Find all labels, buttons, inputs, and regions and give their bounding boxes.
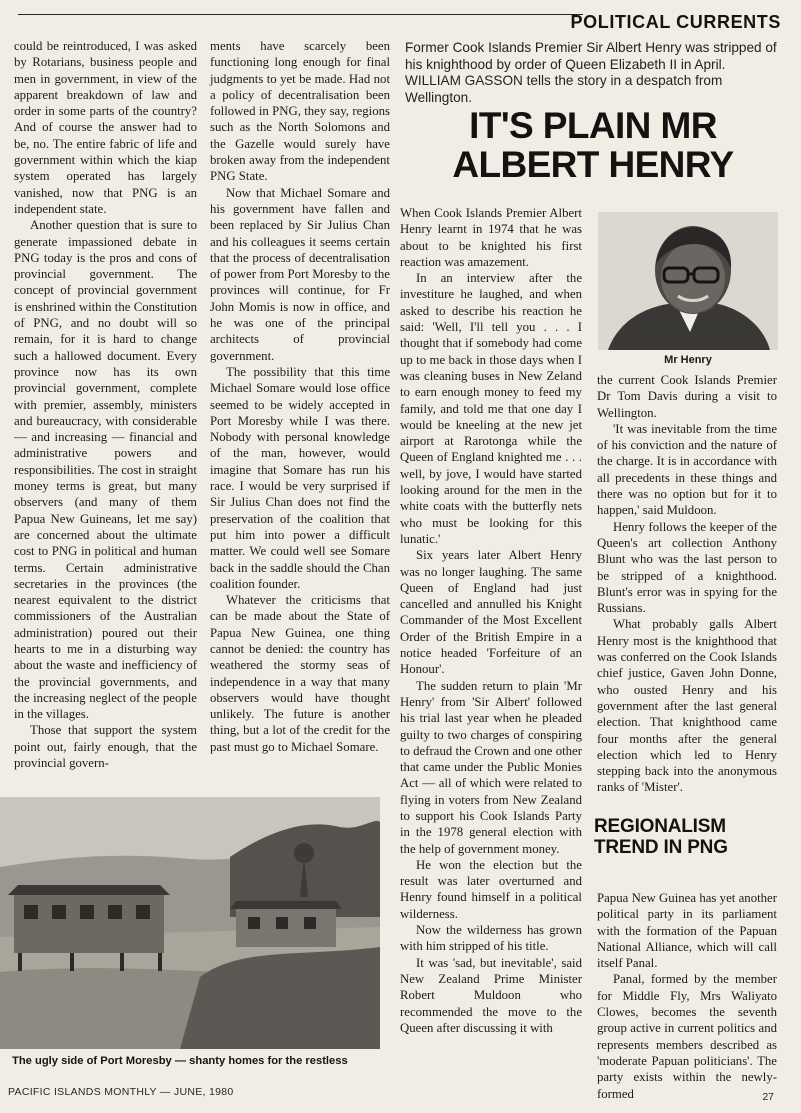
paragraph: Another question that is sure to generate impassioned debate in PNG today is the pros and cons of provincial government. The concept of provincial government is enshrined within the Constitution of PNG, and no doubt will so remain, for it is hard to change such a hallowed document. Every province now has its own provincial government, complete with premier, assembly, ministers and bureaucracy, with considerable — and increasing — financial and administrative powers and responsibilities. The cost in straight money terms is great, but many observers (and many of them Papua New Guineans, let me say) are concerned about the ultimate cost to PNG in political and human terms. Certain administrative secretaries in the provinces (the nearest equivalent to the district commissioners of the Australian administration) poured out their hearts to me in a disturbing way about the waste and inefficiency of the provincial governments, and the increasing neglect of the people in the villages. [14,218,197,722]
shanty-homes-photo [0,797,380,1049]
paragraph: the current Cook Islands Premier Dr Tom Davis during a visit to Wellington. [597,373,777,420]
paragraph: He won the election but the result was later overturned and Henry found himself in a political wilderness. [400,857,582,921]
publication-footer: PACIFIC ISLANDS MONTHLY — JUNE, 1980 [8,1086,234,1098]
photo-caption: The ugly side of Port Moresby — shanty homes for the restless [12,1055,348,1067]
paragraph: Six years later Albert Henry was no longer laughing. The same Queen of England had just cancelled and annulled his Knight Commander of the Most Excellent Order of the British Empire in a notice headed 'Forfeiture of an Honour'. [400,548,582,677]
paragraph: could be reintroduced, I was asked by Rotarians, business people and men in government, in view of the apparent breakdown of law and order in some parts of the country? And of course the answer had to be, no. The entire fabric of life and government within which the kiap system operated has largely vanished, now that PNG is an independent state. [14,39,197,216]
article-headline [404,106,782,184]
subhead-line-2: TREND IN PNG [594,837,728,858]
paragraph: The sudden return to plain 'Mr Henry' from 'Sir Albert' followed his trial last year when he pleaded guilty to two charges of conspiring to defraud the Crown and one other that came under the Public Monies Act — all of which were related to flying in voters from New Zealand to support his Cook Islands Party in the 1978 general election with the help of government money. [400,678,582,856]
article-column-2 [597,372,777,810]
paragraph: The possibility that this time Michael Somare would lose office seemed to be widely accepted in Port Moresby while I was there. Nobody with personal knowledge of the man, however, would imagine that Somare has run his race. I would be very surprised if Sir Julius Chan does not find the preservation of the coalition that put him into power a difficult matter. We could well see Somare back in the saddle should the Chan coalition founder. [210,364,390,591]
paragraph: It was 'sad, but inevitable', said New Zealand Prime Minister Robert Muldoon who recommended the move to the Queen after discussing it with [400,955,582,1035]
article-column-1 [400,205,582,1075]
paragraph: Panal, formed by the member for Middle Fly, Mrs Waliyato Clowes, becomes the seventh group active in current politics and represents members described as 'moderate Papuan politicians'. The party exists within the newly-formed [597,972,777,1101]
paragraph: ments have scarcely been functioning long enough for final judgments to yet be made. Had not a policy of decentralisation been followed in PNG, they say, regions such as the North Solomons and the Gazelle would surely have broken away from the independent PNG State. [210,39,390,184]
page-number: 27 [762,1091,774,1103]
left-article-column-1 [14,38,197,780]
paragraph: Papua New Guinea has yet another political party in its parliament with the formation of the Papuan National Alliance, which will call itself Panal. [597,891,777,971]
subhead-line-1: REGIONALISM [594,816,726,837]
paragraph: Whatever the criticisms that can be made about the State of Papua New Guinea, one thing cannot be denied: the country has weathered the stormy seas of independence in a way that many observers would have thought unlikely. The future is another thing, but a lot of the credit for the past must go to Michael Somare. [210,593,390,754]
paragraph: Henry follows the keeper of the Queen's art collection Anthony Blunt who was the last person to be stripped of a knighthood. Blunt's error was in spying for the Russians. [597,519,777,616]
paragraph: In an interview after the investiture he laughed, and when asked to describe his reaction he said: 'Well, I'll tell you . . . I thought that if somebody had come up to me back in those days when I was cleaning buses in New Zeland to earn enough money to feed my family, and told me that one day I would be kneeling at the new jet airport at Rarotonga while the Queen of England knighted me . . . well, by jove, I would have started looking around for the men in the white coats with the butterfly nets who must be looking for this lunatic.' [400,271,582,546]
regionalism-headline [594,816,784,858]
paragraph: When Cook Islands Premier Albert Henry learnt in 1974 that he was about to be knighted his first reaction was amazement. [400,206,582,269]
header-rule [18,14,583,15]
headline-line-1: IT'S PLAIN MR [469,105,717,146]
paragraph: Now the wilderness has grown with him stripped of his title. [400,923,582,954]
portrait-photo [598,212,778,350]
paragraph: 'It was inevitable from the time of his conviction and the nature of the charge. It is in accordance with all precedents in these things and there was no option but for it to happen,' said Muldoon. [597,421,777,518]
left-article-column-2 [210,38,390,783]
article-standfirst: Former Cook Islands Premier Sir Albert Henry was stripped of his knighthood by order of Queen Elizabeth II in April. WILLIAM GASSON tells the story in a despatch from Wellington. [405,40,777,105]
paragraph: Those that support the system point out, fairly enough, that the provincial govern- [14,723,197,771]
paragraph: What probably galls Albert Henry most is the knighthood that was conferred on the Cook Islands chief justice, Gaven John Donne, who ousted Henry and his government after the last general election. That knighthood came four months after the general election which led to Henry stepping back into the anonymous ranks of 'Mister'. [597,617,777,795]
section-label: POLITICAL CURRENTS [570,12,781,32]
paragraph: Now that Michael Somare and his government have fallen and been replaced by Sir Julius Chan and his colleagues it seems certain that the process of decentralisation of power from Port Moresby to the provinces will continue, for Fr John Momis is now in office, and he was one of the principal architects of provincial government. [210,185,390,363]
portrait-caption: Mr Henry [664,354,712,366]
headline-line-2: ALBERT HENRY [452,144,734,185]
